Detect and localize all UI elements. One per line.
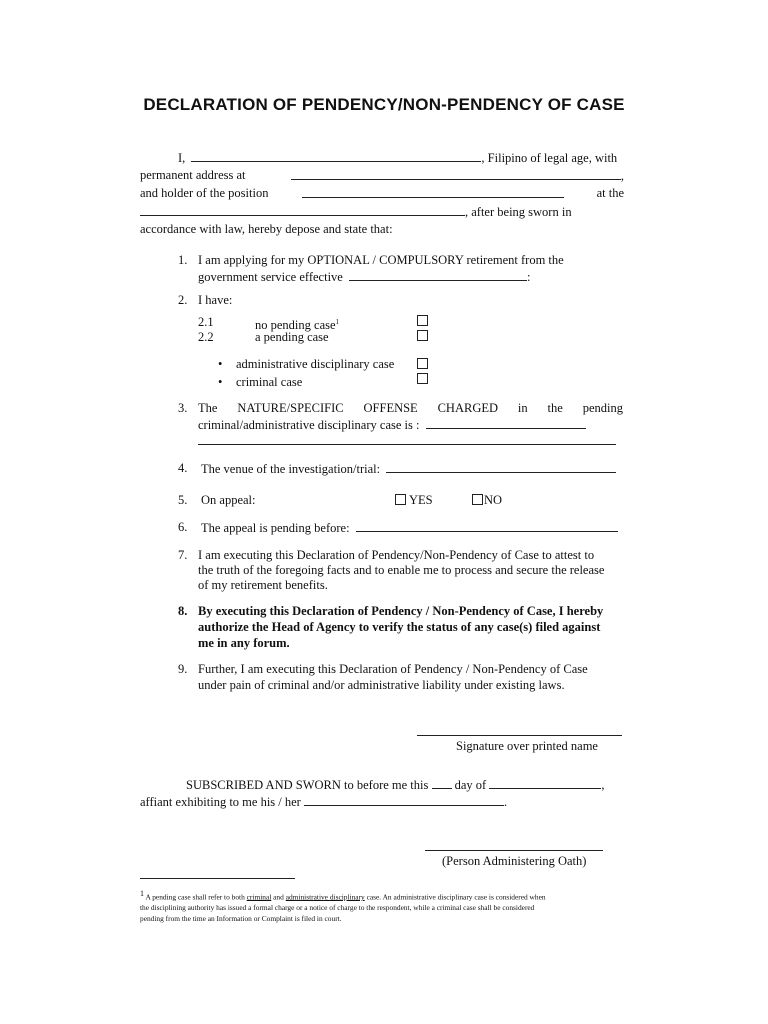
sworn-id-blank[interactable] <box>304 793 504 806</box>
oath-signature-line[interactable] <box>425 850 603 851</box>
appeal-no-checkbox[interactable] <box>472 494 483 505</box>
item-1-number: 1. <box>178 253 188 267</box>
intro-sworn-text: , after being sworn in <box>465 205 572 219</box>
intro-filipino-text: , Filipino of legal age, with <box>481 151 618 165</box>
item-8-line-1: By executing this Declaration of Pendency / Non-Pendency of Case, I hereby <box>198 604 604 618</box>
item-2-2-number: 2.2 <box>198 330 214 344</box>
signature-line[interactable] <box>417 735 622 736</box>
item-9-line-1: Further, I am executing this Declaration of Pendency / Non-Pendency of Case <box>198 662 588 676</box>
item-3-case-label: criminal/administrative disciplinary case is : <box>198 418 420 432</box>
intro-line-3 <box>140 185 624 202</box>
document-title: DECLARATION OF PENDENCY/NON-PENDENCY OF CASE <box>143 95 625 114</box>
item-4-number: 4. <box>178 461 188 475</box>
oath-label: (Person Administering Oath) <box>442 854 587 868</box>
offense-blank[interactable] <box>426 416 586 429</box>
effective-date-blank[interactable] <box>349 268 527 281</box>
offense-blank-2[interactable] <box>198 432 616 445</box>
venue-blank[interactable] <box>386 460 616 473</box>
intro-address-label: permanent address at <box>140 168 246 182</box>
bullet-icon: • <box>218 357 223 371</box>
intro-comma: , <box>620 169 624 183</box>
item-7-line-1: I am executing this Declaration of Pendency/Non-Pendency of Case to attest to <box>198 548 595 562</box>
bullet-icon: • <box>218 375 223 389</box>
intro-i: I, <box>178 151 186 165</box>
item-1-colon: : <box>526 270 531 284</box>
intro-line-4 <box>140 203 624 221</box>
item-3-line-1: The NATURE/SPECIFIC OFFENSE CHARGED in the pending <box>198 401 623 415</box>
intro-line-2 <box>140 167 624 185</box>
sworn-period: . <box>503 795 508 809</box>
sworn-month-blank[interactable] <box>489 776 601 789</box>
item-7-line-3: of my retirement benefits. <box>198 578 328 592</box>
no-pending-case-checkbox[interactable] <box>417 315 428 326</box>
footnote-mark: 1 <box>140 889 144 898</box>
footnote-text-2: case. An administrative disciplinary case is considered when <box>366 892 546 902</box>
footnote-rule <box>140 878 295 879</box>
sworn-line-1 <box>186 776 604 794</box>
appeal-no-label: NO <box>484 493 503 507</box>
item-7-line-2: the truth of the foregoing facts and to enable me to process and secure the release <box>198 563 605 577</box>
criminal-case-label: criminal case <box>236 375 303 389</box>
item-7-number: 7. <box>178 548 188 562</box>
item-2-2-text: a pending case <box>255 330 329 344</box>
footnote-and: and <box>273 892 284 902</box>
footnote <box>140 888 624 924</box>
item-3-number: 3. <box>178 401 188 415</box>
item-5-number: 5. <box>178 493 188 507</box>
footnote-text-1: A pending case shall refer to both <box>145 892 245 902</box>
position-blank[interactable] <box>302 185 564 198</box>
office-blank[interactable] <box>140 203 465 216</box>
admin-case-checkbox[interactable] <box>417 358 428 369</box>
appeal-yes-checkbox[interactable] <box>395 494 406 505</box>
item-2-number: 2. <box>178 293 188 307</box>
name-blank[interactable] <box>191 149 481 162</box>
venue-label: The venue of the investigation/trial: <box>201 462 381 476</box>
on-appeal-label: On appeal: <box>201 493 256 507</box>
item-2-text: I have: <box>198 293 233 307</box>
item-1-effective-label: government service effective <box>198 270 343 284</box>
pending-case-checkbox[interactable] <box>417 330 428 341</box>
item-8-line-2: authorize the Head of Agency to verify the status of any case(s) filed against <box>198 620 601 634</box>
appeal-pending-label: The appeal is pending before: <box>201 521 350 535</box>
footnote-ref: 1 <box>335 318 340 326</box>
sworn-text: SUBSCRIBED AND SWORN to before me this <box>186 778 429 792</box>
item-2-1-number: 2.1 <box>198 315 214 329</box>
sworn-day-of: day of <box>454 778 487 792</box>
item-1-line-1: I am applying for my OPTIONAL / COMPULSORY retirement from the <box>198 253 564 267</box>
item-9-number: 9. <box>178 662 188 676</box>
item-1-line-2 <box>198 268 530 286</box>
item-6-number: 6. <box>178 520 188 534</box>
appeal-yes-label: YES <box>409 493 433 507</box>
address-blank[interactable] <box>291 167 621 180</box>
no-pending-case-label: no pending case <box>255 318 336 333</box>
item-8-line-3: me in any forum. <box>198 636 290 650</box>
intro-position-label: and holder of the position <box>140 186 269 200</box>
intro-line-5: accordance with law, hereby depose and state that: <box>140 222 393 236</box>
item-4-line <box>201 460 616 478</box>
intro-at-the: at the <box>596 186 624 200</box>
appeal-pending-blank[interactable] <box>356 519 618 532</box>
footnote-line-3: pending from the time an Information or Complaint is filed in court. <box>140 914 342 924</box>
sworn-comma: , <box>601 778 605 792</box>
admin-case-label: administrative disciplinary case <box>236 357 395 371</box>
sworn-line-2 <box>140 793 507 811</box>
footnote-admin: administrative disciplinary <box>285 892 365 902</box>
footnote-line-2: the disciplining authority has issued a formal charge or a notice of charge to the respondent, while a criminal case shall be considered <box>140 903 535 913</box>
footnote-line-1 <box>140 888 624 902</box>
sworn-day-blank[interactable] <box>432 776 452 789</box>
item-9-line-2: under pain of criminal and/or administrative liability under existing laws. <box>198 678 565 692</box>
intro-line-1 <box>178 149 617 167</box>
criminal-case-checkbox[interactable] <box>417 373 428 384</box>
signature-label: Signature over printed name <box>456 739 598 753</box>
item-8-number: 8. <box>178 604 188 618</box>
item-6-line <box>201 519 618 537</box>
sworn-affiant-text: affiant exhibiting to me his / her <box>140 795 301 809</box>
footnote-criminal: criminal <box>246 892 272 902</box>
